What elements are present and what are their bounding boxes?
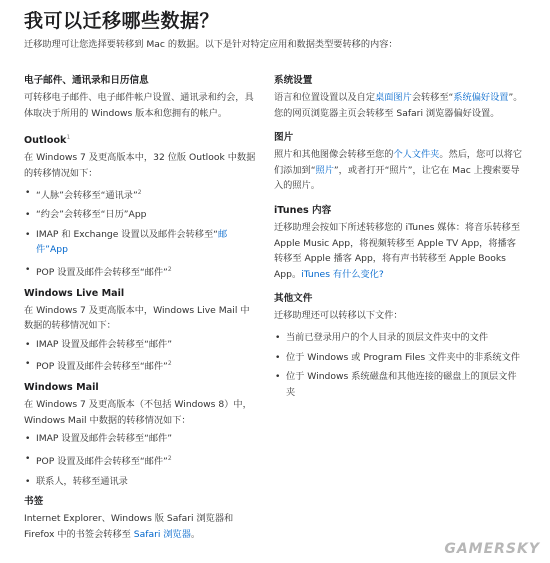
section-body: [24, 511, 256, 542]
section-other-files: [274, 292, 524, 400]
section-body: 在 Windows 7 及更高版本（不包括 Windows 8）中，Windows Mail 中数据的转移情况如下：: [24, 399, 252, 426]
outlook-list: [24, 185, 256, 281]
section-heading: 图片: [274, 132, 294, 144]
safari-link[interactable]: Safari 浏览器: [133, 528, 191, 540]
section-heading: iTunes 内容: [274, 204, 332, 216]
section-body: [274, 90, 524, 121]
footnote-marker: 2: [167, 360, 172, 368]
section-heading: 电子邮件、通讯录和日历信息: [24, 75, 149, 86]
itunes-changes-link[interactable]: iTunes 有什么变化?: [301, 268, 384, 280]
body-text: 语言和位置设置以及自定: [274, 92, 376, 103]
list-item: [24, 262, 256, 281]
section-body: [274, 147, 524, 194]
footnote-marker: 2: [167, 266, 172, 273]
body-text: 。然后，您可以将它们添加到“: [274, 149, 523, 176]
list-item: [24, 356, 256, 375]
item-text: “约会”会转移至“日历”App: [36, 209, 147, 221]
item-text: POP 设置及邮件会转移至“邮件”: [36, 455, 168, 467]
item-text: 联系人，转移至通讯录: [36, 475, 128, 487]
list-item: [24, 207, 256, 223]
footnote-marker: 2: [137, 188, 142, 196]
left-column: [24, 74, 256, 548]
list-item: • 位于 Windows 系统磁盘和其他连接的磁盘上的顶层文件夹: [274, 369, 524, 400]
list-item: [24, 431, 256, 447]
intro-text: 迁移助理可让您选择要转移到 Mac 的数据。以下是针对特定应用和数据类型要转移的内容：: [24, 39, 398, 50]
item-text: POP 设置及邮件会转移至“邮件”: [36, 361, 168, 373]
section-heading: Windows Live Mail: [24, 287, 125, 299]
section-heading: 书签: [24, 496, 44, 508]
item-text: IMAP 设置及邮件会转移至“邮件”: [36, 433, 172, 445]
other-files-list: [274, 330, 524, 400]
watermark-logo: GAMERSKY: [444, 541, 540, 557]
item-text: “人脉”会转移至“通讯录”: [36, 189, 138, 201]
system-preferences-link[interactable]: 系统偏好设置: [453, 92, 509, 103]
list-item: [24, 185, 256, 204]
list-item: • 当前已登录用户的个人目录的顶层文件夹中的文件: [274, 330, 524, 346]
section-body: [274, 220, 524, 282]
section-heading: 其他文件: [274, 293, 313, 305]
section-heading: 系统设置: [274, 75, 313, 86]
list-item: [24, 337, 256, 353]
section-heading: [24, 131, 256, 147]
section-system-settings: [274, 74, 524, 121]
list-item: [24, 227, 256, 258]
footnote-marker: 1: [66, 134, 71, 142]
live-mail-list: [24, 337, 256, 375]
body-tail: 。: [190, 528, 201, 540]
home-folder-link[interactable]: 个人文件夹: [393, 149, 440, 161]
section-heading: Windows Mail: [24, 382, 99, 394]
section-body: 迁移助理还可以转移以下文件：: [274, 310, 403, 322]
body-text: 会转移至“: [411, 92, 454, 103]
section-live-mail: [24, 287, 256, 375]
list-item: [24, 474, 256, 490]
list-item: • 位于 Windows 或 Program Files 文件夹中的非系统文件: [274, 350, 524, 366]
page-title: 我可以迁移哪些数据？: [24, 10, 220, 32]
body-text: Internet Explorer、Windows 版 Safari 浏览器和 Firefox 中的书签会转移至: [24, 513, 234, 540]
section-outlook: [24, 131, 256, 280]
section-body: 在 Windows 7 及更高版本中，Windows Live Mail 中数据的转移情况如下：: [24, 304, 250, 332]
body-text: ”。您的网页浏览器主页会转移至 Safari 浏览器偏好设置。: [274, 92, 523, 119]
section-email: [24, 74, 256, 121]
item-text: IMAP 设置及邮件会转移至“邮件”: [36, 338, 172, 350]
body-text: 迁移助理会按如下所述转移您的 iTunes 媒体：将音乐转移至 Apple Music App，将视频转移至 Apple TV App，将播客转移至 Apple 播客 App，将有声书转移至 Apple Books App。: [274, 221, 521, 280]
right-column: [274, 74, 524, 406]
section-bookmarks: [24, 495, 256, 542]
section-windows-mail: [24, 381, 256, 489]
section-itunes: [274, 204, 524, 282]
desktop-picture-link[interactable]: 桌面图片: [375, 92, 412, 103]
heading-text: Outlook: [24, 135, 67, 147]
body-text: ”，或者打开“照片”，让它在 Mac 上搜索要导入的照片。: [274, 164, 520, 192]
mail-app-link[interactable]: 邮件”App: [36, 228, 228, 256]
list-item: [24, 451, 256, 470]
section-pictures: [274, 131, 524, 194]
item-text: IMAP 和 Exchange 设置以及邮件会转移至“: [36, 228, 218, 240]
photos-link[interactable]: 照片: [315, 164, 334, 176]
item-text: POP 设置及邮件会转移至“邮件”: [36, 267, 168, 279]
body-text: 照片和其他图像会转移至您的: [274, 149, 394, 161]
section-body: 可转移电子邮件、电子邮件帐户设置、通讯录和约会，具体取决于所用的 Windows 版本和您拥有的帐户。: [24, 92, 254, 119]
footnote-marker: 2: [167, 454, 172, 462]
windows-mail-list: [24, 431, 256, 489]
section-body: 在 Windows 7 及更高版本中，32 位版 Outlook 中数据的转移情况如下：: [24, 152, 256, 179]
